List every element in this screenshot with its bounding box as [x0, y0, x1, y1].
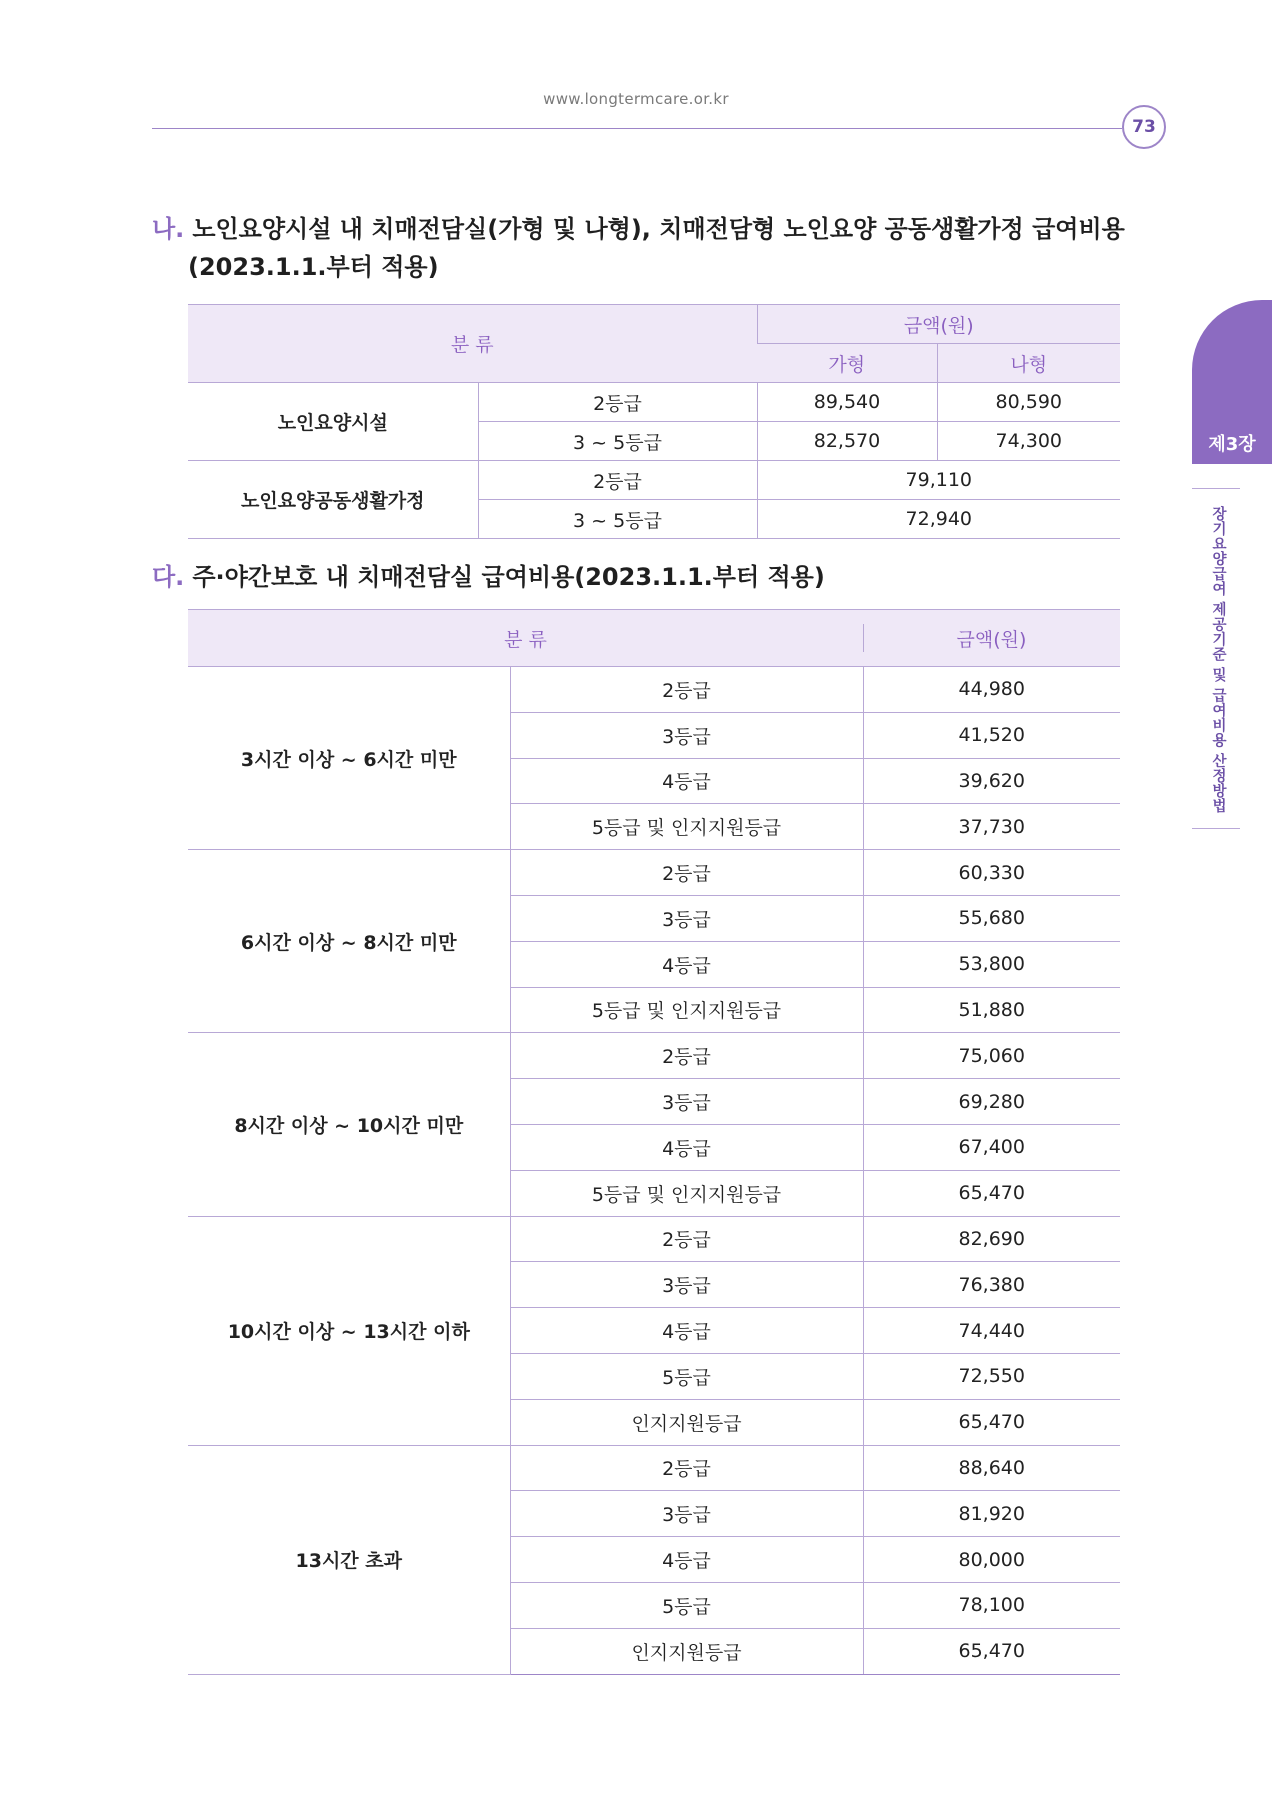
amount-type-a-cell: 89,540: [757, 383, 937, 422]
grade-cell: 2등급: [510, 1216, 863, 1262]
row-group-label: 노인요양시설: [188, 383, 478, 461]
section-marker-na: 나.: [152, 215, 185, 243]
amount-cell: 44,980: [863, 667, 1120, 713]
amount-cell: 65,470: [863, 1628, 1120, 1674]
amount-type-b-cell: 80,590: [937, 383, 1120, 422]
amount-type-a-cell: 82,570: [757, 422, 937, 461]
amount-cell: 53,800: [863, 941, 1120, 987]
grade-cell: 3 ~ 5등급: [478, 422, 757, 461]
table-body: [188, 667, 1120, 1675]
amount-cell: 51,880: [863, 987, 1120, 1033]
side-divider-bottom: [1192, 828, 1240, 829]
table-row: [188, 667, 1120, 713]
grade-cell: 2등급: [478, 461, 757, 500]
amount-cell: 72,940: [757, 500, 1120, 539]
grade-cell: 5등급: [510, 1353, 863, 1399]
grade-cell: 5등급 및 인지지원등급: [510, 1170, 863, 1216]
table-row: [188, 1216, 1120, 1262]
amount-cell: 82,690: [863, 1216, 1120, 1262]
amount-cell: 60,330: [863, 850, 1120, 896]
amount-type-b-cell: 74,300: [937, 422, 1120, 461]
grade-cell: 인지지원등급: [510, 1628, 863, 1674]
table-row: [188, 461, 1120, 500]
amount-cell: 72,550: [863, 1353, 1120, 1399]
header-category: 분 류: [188, 610, 863, 667]
section-title-na-line2: (2023.1.1.부터 적용): [188, 253, 439, 281]
grade-cell: 3등급: [510, 1491, 863, 1537]
section-title-da-text: 주·야간보호 내 치매전담실 급여비용(2023.1.1.부터 적용): [192, 563, 825, 591]
side-divider-top: [1192, 488, 1240, 489]
grade-cell: 2등급: [510, 667, 863, 713]
grade-cell: 3등급: [510, 1262, 863, 1308]
amount-cell: 81,920: [863, 1491, 1120, 1537]
row-group-label: 13시간 초과: [188, 1445, 510, 1674]
grade-cell: 5등급 및 인지지원등급: [510, 987, 863, 1033]
header-category: 분 류: [188, 305, 757, 383]
grade-cell: 3등급: [510, 895, 863, 941]
chapter-label: 제3장: [1208, 434, 1256, 455]
row-group-label: 10시간 이상 ~ 13시간 이하: [188, 1216, 510, 1445]
header-divider: [152, 128, 1122, 129]
amount-cell: 79,110: [757, 461, 1120, 500]
table-row: [188, 850, 1120, 896]
amount-cell: 80,000: [863, 1537, 1120, 1583]
grade-cell: 3등급: [510, 1079, 863, 1125]
amount-cell: 75,060: [863, 1033, 1120, 1079]
table-row: [188, 1445, 1120, 1491]
amount-cell: 41,520: [863, 712, 1120, 758]
table-row: [188, 383, 1120, 422]
grade-cell: 4등급: [510, 758, 863, 804]
grade-cell: 3등급: [510, 712, 863, 758]
section-title-na-line1: 노인요양시설 내 치매전담실(가형 및 나형), 치매전담형 노인요양 공동생활가정 급여비용: [192, 215, 1125, 243]
section-title-na: [152, 210, 1132, 286]
grade-cell: 인지지원등급: [510, 1399, 863, 1445]
header-type-b: 나형: [937, 344, 1120, 383]
grade-cell: 3 ~ 5등급: [478, 500, 757, 539]
dementia-unit-fee-table: [188, 304, 1120, 539]
grade-cell: 4등급: [510, 1537, 863, 1583]
amount-cell: 65,470: [863, 1170, 1120, 1216]
amount-cell: 74,440: [863, 1308, 1120, 1354]
grade-cell: 2등급: [510, 850, 863, 896]
grade-cell: 2등급: [510, 1445, 863, 1491]
grade-cell: 5등급 및 인지지원등급: [510, 804, 863, 850]
row-group-label: 노인요양공동생활가정: [188, 461, 478, 539]
amount-cell: 55,680: [863, 895, 1120, 941]
amount-cell: 69,280: [863, 1079, 1120, 1125]
grade-cell: 4등급: [510, 1308, 863, 1354]
grade-cell: 2등급: [510, 1033, 863, 1079]
amount-cell: 67,400: [863, 1124, 1120, 1170]
section-title-da: [152, 558, 1132, 596]
row-group-label: 3시간 이상 ~ 6시간 미만: [188, 667, 510, 850]
header-type-a: 가형: [757, 344, 937, 383]
page-number: 73: [1122, 105, 1166, 149]
grade-cell: 4등급: [510, 941, 863, 987]
header-amount: 금액(원): [757, 305, 1120, 344]
row-group-label: 8시간 이상 ~ 10시간 미만: [188, 1033, 510, 1216]
row-group-label: 6시간 이상 ~ 8시간 미만: [188, 850, 510, 1033]
grade-cell: 2등급: [478, 383, 757, 422]
amount-cell: 65,470: [863, 1399, 1120, 1445]
table-row: [188, 1033, 1120, 1079]
header-amount: 금액(원): [863, 610, 1120, 667]
grade-cell: 4등급: [510, 1124, 863, 1170]
amount-cell: 37,730: [863, 804, 1120, 850]
grade-cell: 5등급: [510, 1582, 863, 1628]
amount-cell: 76,380: [863, 1262, 1120, 1308]
chapter-title-vertical: 장기요양급여 제공기준 및 급여비용 산정방법: [1210, 506, 1226, 814]
amount-cell: 78,100: [863, 1582, 1120, 1628]
site-url: www.longtermcare.or.kr: [543, 90, 729, 108]
amount-cell: 88,640: [863, 1445, 1120, 1491]
day-night-care-fee-table: [188, 609, 1120, 1675]
amount-cell: 39,620: [863, 758, 1120, 804]
section-marker-da: 다.: [152, 563, 185, 591]
